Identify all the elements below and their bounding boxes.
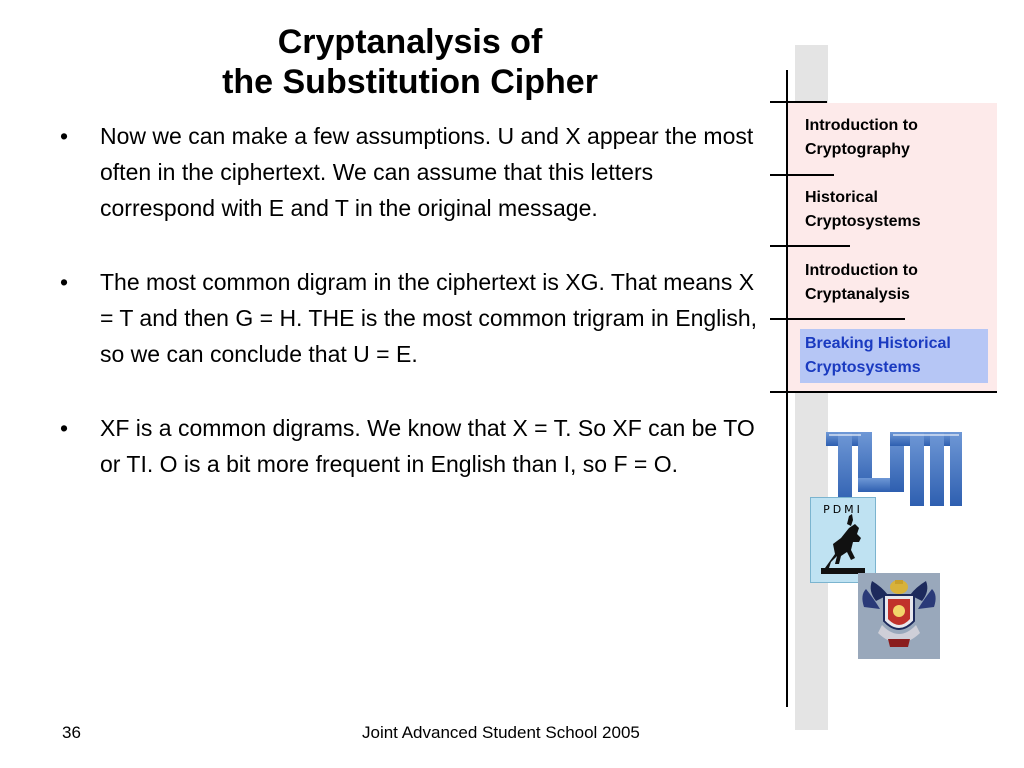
sidebar-vertical-line [786, 70, 788, 707]
bullet-marker: • [60, 123, 69, 149]
slide-title-line-2: the Substitution Cipher [222, 63, 598, 101]
coat-of-arms-icon [858, 573, 940, 659]
nav-item-breaking-historical-cryptosystems[interactable] [805, 332, 951, 380]
nav-divider-4 [770, 318, 905, 320]
nav-item-label-line-2: Cryptanalysis [805, 286, 910, 303]
bullet-item [60, 264, 765, 372]
bullet-text: The most common digram in the ciphertext is XG. That means X = T and then G = H. THE is the most common trigram in English, so we can conclude that U = E. [100, 269, 758, 367]
nav-item-intro-cryptography[interactable] [805, 114, 918, 162]
nav-item-historical-cryptosystems[interactable] [805, 186, 921, 234]
nav-item-label-line-1: Introduction to [805, 262, 918, 279]
pdmi-logo-text: PDMI [823, 503, 863, 516]
nav-item-label-line-2: Cryptography [805, 141, 910, 158]
nav-item-intro-cryptanalysis[interactable] [805, 259, 918, 307]
slide-title-line-1: Cryptanalysis of [277, 23, 543, 61]
nav-divider-3 [770, 245, 850, 247]
nav-item-label-line-2: Cryptosystems [805, 213, 921, 230]
nav-item-label-line-2: Cryptosystems [805, 359, 921, 376]
nav-divider-5 [770, 391, 997, 393]
bullet-list [60, 118, 765, 520]
tum-logo [826, 432, 966, 506]
nav-item-label-line-1: Breaking Historical [805, 335, 951, 352]
bullet-item [60, 118, 765, 226]
footer-event-name: Joint Advanced Student School 2005 [362, 723, 640, 742]
slide-title [150, 22, 670, 102]
bullet-marker: • [60, 415, 69, 441]
bullet-marker: • [60, 269, 69, 295]
pdmi-logo [810, 497, 876, 583]
slide-number: 36 [62, 723, 81, 742]
nav-divider-2 [770, 174, 834, 176]
bullet-item [60, 410, 765, 482]
nav-divider-1 [770, 101, 827, 103]
nav-item-label-line-1: Introduction to [805, 117, 918, 134]
horse-rider-statue-icon [811, 498, 875, 582]
bullet-text: Now we can make a few assumptions. U and X appear the most often in the ciphertext. We can assume that this letters correspond with E and T in the original message. [100, 123, 754, 221]
bullet-text: XF is a common digrams. We know that X = T. So XF can be TO or TI. O is a bit more frequent in English than I, so F = O. [100, 415, 755, 477]
nav-item-label-line-1: Historical [805, 189, 878, 206]
